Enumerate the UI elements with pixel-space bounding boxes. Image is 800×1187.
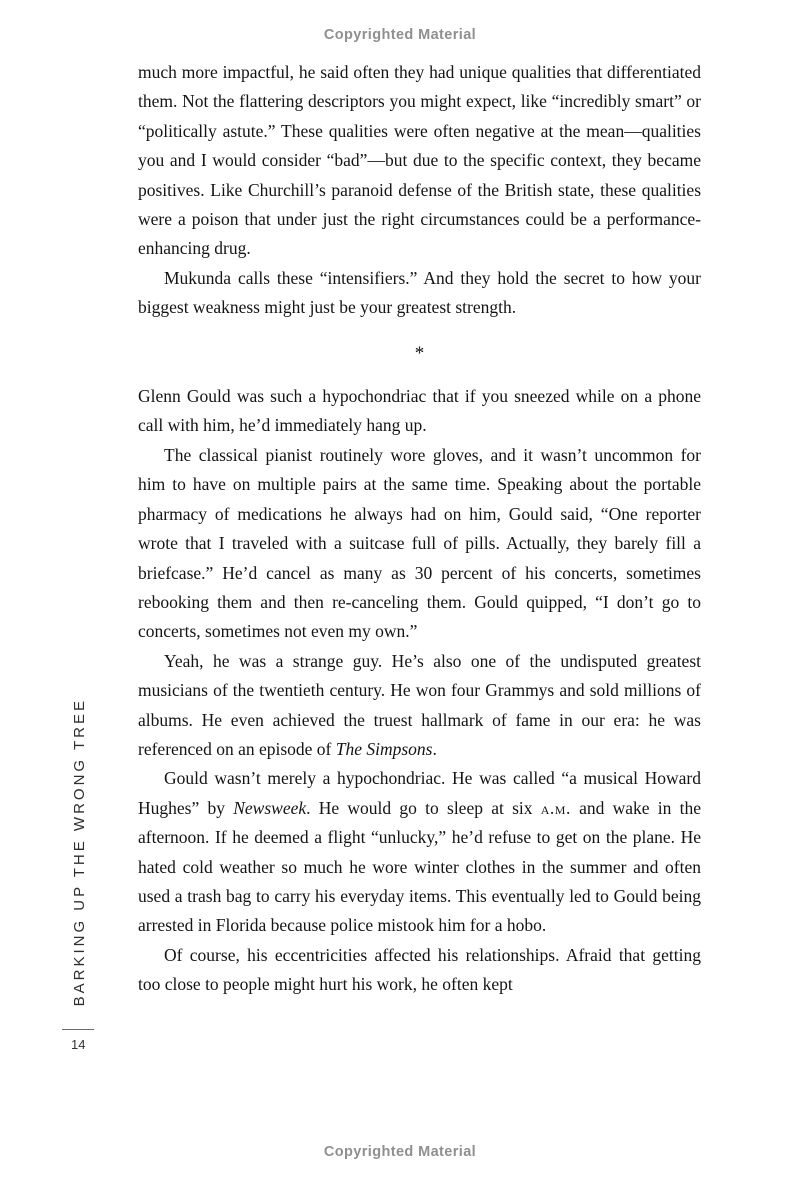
paragraph xyxy=(138,941,701,1000)
folio-rule xyxy=(62,1029,94,1030)
sidebar-running-title xyxy=(66,682,92,1022)
text-segment: Yeah, he was a strange guy. He’s also one of the undisputed greatest musicians of the twentieth century. He won four Grammys and sold millions of albums. He even achieved the truest hallmark of fame in our era: he was referenced on an episode of xyxy=(138,650,701,759)
text-segment: Glenn Gould was such a hypochondriac that if you sneezed while on a phone call with him, he’d immediately hang up. xyxy=(138,386,701,436)
text-segment: Newsweek xyxy=(233,797,307,818)
text-segment: Gould wasn’t merely a hypochondriac. He was called “a musical Howard Hughes” by xyxy=(138,768,701,818)
paragraph xyxy=(138,441,701,647)
paragraph xyxy=(138,58,701,264)
copyright-notice-top: Copyrighted Material xyxy=(323,27,477,43)
paragraph xyxy=(138,264,701,323)
book-title-vertical: BARKING UP THE WRONG TREE xyxy=(70,697,88,1007)
text-segment: The classical pianist routinely wore gloves, and it wasn’t uncommon for him to have on multiple pairs at the same time. Speaking about the portable pharmacy of medications he always had on him, Gould said, “One reporter wrote that I traveled with a suitcase full of pills. Actually, they barely fill a briefcase.” He’d cancel as many as 30 percent of his concerts, sometimes rebooking them and then re-canceling them. Gould quipped, “I don’t go to concerts, sometimes not even my own.” xyxy=(138,444,701,642)
text-segment: The Simpsons xyxy=(335,738,433,759)
text-segment: . He would go to sleep at six xyxy=(306,797,541,818)
copyright-notice-bottom: Copyrighted Material xyxy=(323,1144,477,1160)
section-break: * xyxy=(414,342,425,364)
paragraph xyxy=(138,764,701,940)
text-segment: and wake in the afternoon. If he deemed a flight “unlucky,” he’d refuse to get on the plane. He hated cold weather so much he wore winter clothes in the summer and often used a trash bag to carry his everyday items. This eventually led to Gould being arrested in Florida because police mistook him for a hobo. xyxy=(138,797,702,936)
page-number: 14 xyxy=(71,1037,86,1052)
text-segment: Mukunda calls these “intensifiers.” And they hold the secret to how your biggest weakness might just be your greatest strength. xyxy=(138,267,701,318)
text-segment: much more impactful, he said often they had unique qualities that differentiated them. Not the flattering descriptors you might expect, like “incredibly smart” or “politically astute.” These qualities were often negative at the mean—qualities you and I would consider “bad”—but due to the specific context, they became positives. Like Churchill’s paranoid defense of the British state, these qualities were a poison that under just the right circumstances could be a performance-enhancing drug. xyxy=(138,62,701,259)
paragraph xyxy=(138,647,701,765)
text-column xyxy=(138,58,701,1000)
text-segment: Of course, his eccentricities affected his relationships. Afraid that getting too close to people might hurt his work, he often kept xyxy=(138,944,701,995)
text-segment: . xyxy=(432,738,437,759)
paragraph xyxy=(138,382,701,441)
text-segment: a.m. xyxy=(540,797,571,818)
